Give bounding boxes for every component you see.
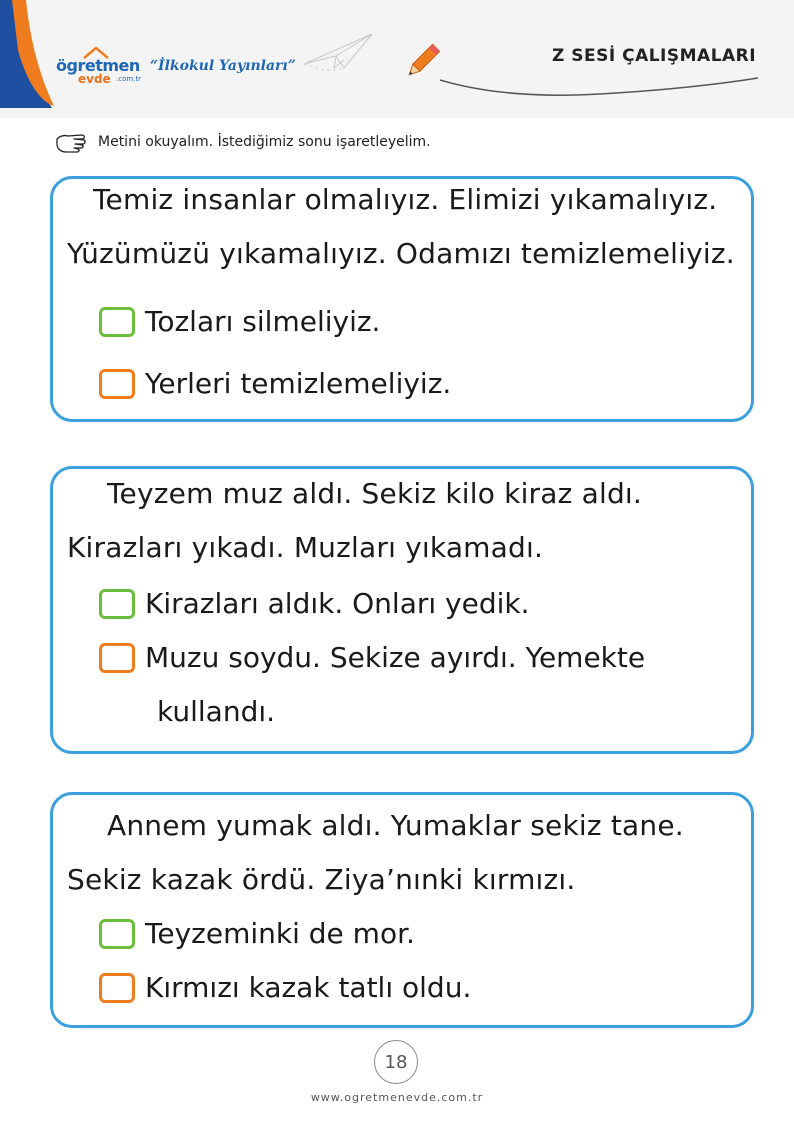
option-text: Kırmızı kazak tatlı oldu. <box>145 971 472 1004</box>
card-text-line: Annem yumak aldı. Yumaklar sekiz tane. <box>107 809 684 842</box>
option-text: Teyzeminki de mor. <box>145 917 415 950</box>
option-2[interactable] <box>99 367 451 400</box>
logo-domain: .com.tr <box>116 75 142 83</box>
instruction <box>54 130 431 154</box>
option-1[interactable] <box>99 917 415 950</box>
card-text-line: Yüzümüzü yıkamalıyız. Odamızı temizlemeliyiz. <box>67 237 735 270</box>
reading-card-3 <box>50 792 754 1028</box>
page-title: Z SESİ ÇALIŞMALARI <box>552 46 757 66</box>
option-1[interactable] <box>99 305 380 338</box>
option-1[interactable] <box>99 587 530 620</box>
pencil-icon <box>400 40 444 84</box>
card-text-line: Teyzem muz aldı. Sekiz kilo kiraz aldı. <box>107 477 643 510</box>
publisher-name: “İlkokul Yayınları” <box>150 58 296 74</box>
option-checkbox[interactable] <box>99 973 135 1003</box>
website-url: www.ogretmenevde.com.tr <box>310 1091 484 1104</box>
option-2[interactable] <box>99 971 471 1004</box>
option-checkbox[interactable] <box>99 643 135 673</box>
reading-card-1 <box>50 176 754 422</box>
paper-plane-icon <box>300 28 380 73</box>
option-text: Muzu soydu. Sekize ayırdı. Yemekte <box>145 641 646 674</box>
option-checkbox[interactable] <box>99 369 135 399</box>
publisher-logo <box>52 48 152 88</box>
card-text-line: Temiz insanlar olmalıyız. Elimizi yıkamalıyız. <box>93 183 718 216</box>
pointing-hand-icon <box>54 131 88 153</box>
option-text: Tozları silmeliyiz. <box>145 305 381 338</box>
page-number: 18 <box>374 1040 418 1084</box>
reading-card-2 <box>50 466 754 754</box>
card-text-line: Sekiz kazak ördü. Ziya’nınki kırmızı. <box>67 863 576 896</box>
instruction-text: Metini okuyalım. İstediğimiz sonu işaretleyelim. <box>98 134 431 150</box>
title-underline <box>440 70 760 100</box>
logo-text-top: ögretmen <box>56 56 140 75</box>
option-checkbox[interactable] <box>99 919 135 949</box>
option-checkbox[interactable] <box>99 307 135 337</box>
option-text: Kirazları aldık. Onları yedik. <box>145 587 530 620</box>
option-checkbox[interactable] <box>99 589 135 619</box>
card-text-line: Kirazları yıkadı. Muzları yıkamadı. <box>67 531 544 564</box>
option-2[interactable] <box>99 641 645 674</box>
option-text: Yerleri temizlemeliyiz. <box>145 367 452 400</box>
logo-text-bottom: evde <box>78 72 111 86</box>
option-text-continuation: kullandı. <box>157 695 276 728</box>
